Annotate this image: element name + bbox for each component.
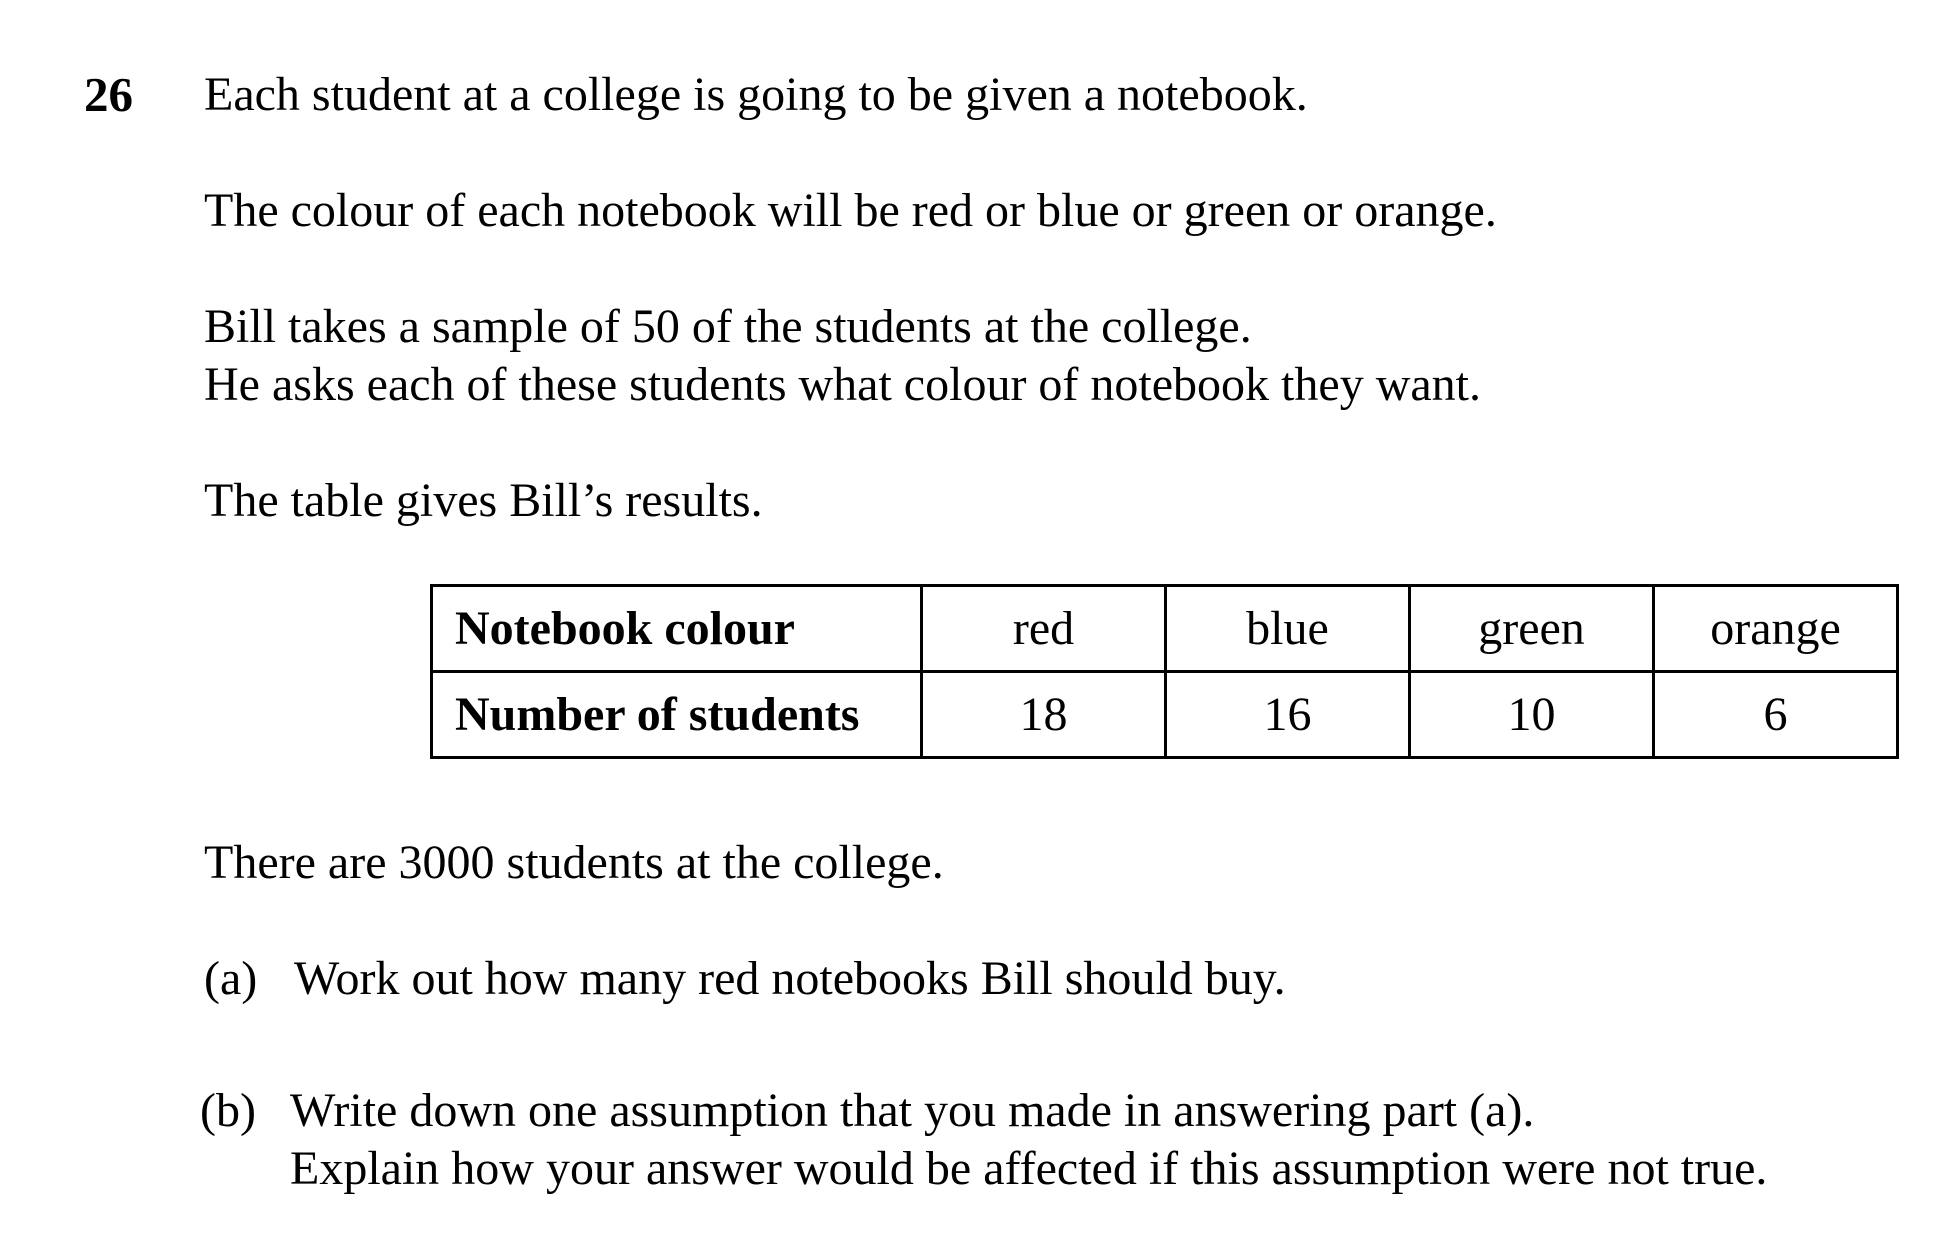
colour-cell-green: green	[1410, 586, 1654, 672]
text-line: The colour of each notebook will be red or blue or green or orange.	[204, 184, 1497, 237]
intro-paragraph	[204, 66, 1308, 124]
text-line: He asks each of these students what colour of notebook they want.	[204, 358, 1481, 411]
colour-cell-red: red	[922, 586, 1166, 672]
row-header-colour: Notebook colour	[432, 586, 922, 672]
count-cell-blue: 16	[1166, 672, 1410, 758]
table-intro-paragraph	[204, 472, 763, 530]
part-b-label: (b)	[200, 1084, 256, 1137]
sample-paragraph	[204, 298, 1481, 414]
colour-cell-blue: blue	[1166, 586, 1410, 672]
text-line: The table gives Bill’s results.	[204, 474, 763, 527]
text-line: Each student at a college is going to be given a notebook.	[204, 68, 1308, 121]
count-cell-orange: 6	[1654, 672, 1898, 758]
part-a-text	[294, 950, 1286, 1008]
text-line: Explain how your answer would be affected if this assumption were not true.	[290, 1142, 1768, 1195]
text-line: There are 3000 students at the college.	[204, 836, 944, 889]
text-line: Work out how many red notebooks Bill should buy.	[294, 952, 1286, 1005]
text-line: Write down one assumption that you made in answering part (a).	[290, 1084, 1535, 1137]
count-cell-green: 10	[1410, 672, 1654, 758]
colour-options-paragraph	[204, 182, 1497, 240]
population-paragraph	[204, 834, 944, 892]
colour-row	[432, 586, 1898, 672]
text-line: Bill takes a sample of 50 of the students at the college.	[204, 300, 1252, 353]
row-header-students: Number of students	[432, 672, 922, 758]
part-b-text	[290, 1082, 1767, 1198]
colour-cell-orange: orange	[1654, 586, 1898, 672]
part-a-label: (a)	[204, 952, 258, 1005]
results-table	[430, 584, 1899, 759]
count-cell-red: 18	[922, 672, 1166, 758]
count-row	[432, 672, 1898, 758]
question-number: 26	[84, 67, 133, 122]
